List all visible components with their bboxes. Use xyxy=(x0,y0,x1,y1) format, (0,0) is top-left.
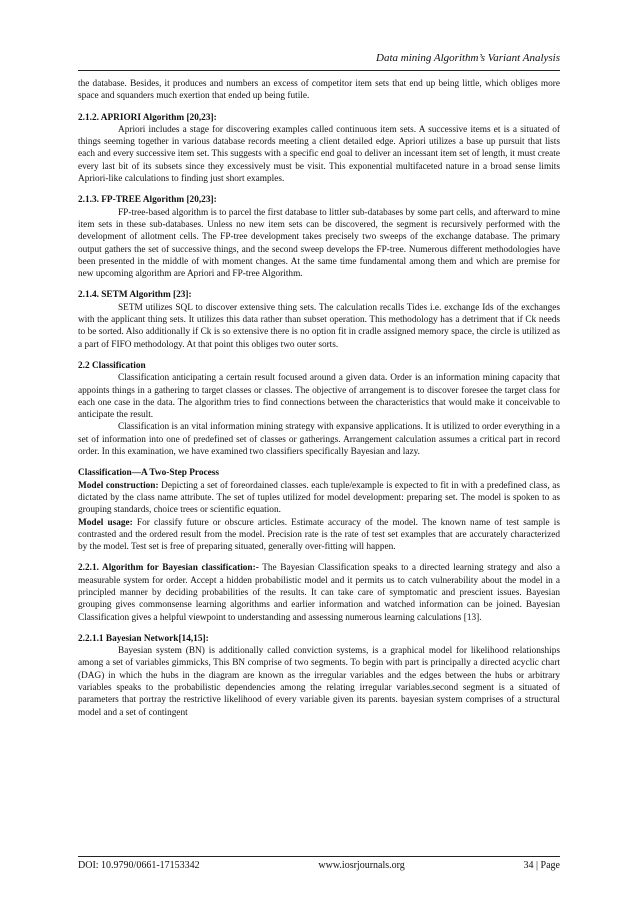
two-step-heading: Classification—A Two-Step Process xyxy=(78,468,220,479)
classification-paragraph-1: Classification anticipating a certain result focused around a given data. Order is an information mining capacity that appoints things in a gathering to target classes or classes. The objective of arrangement is to discover foresee the target class for each one case in the data. The algorithm tries to find connections between the characteristics that would make it conceivable to anticipate the result. xyxy=(78,373,560,421)
running-header-title: Data mining Algorithm’s Variant Analysis xyxy=(376,52,560,64)
apriori-heading: 2.1.2. APRIORI Algorithm [20,23]: xyxy=(78,112,217,123)
footer-rule xyxy=(78,856,560,857)
classification-heading: 2.2 Classification xyxy=(78,360,146,371)
header-rule xyxy=(78,70,560,71)
model-construction-text: Depicting a set of foreordained classes. each tuple/example is expected to fit in with a predefined class, as dictated by the class name attribute. The set of tuples utilized for model development: preparing set. The model is spoken to as grouping standards, choice trees or scientific equation. xyxy=(78,480,560,516)
apriori-paragraph: Apriori includes a stage for discovering examples called continuous item sets. A successive items et is a situated of things seeming together in various database records meeting a client detailed edge. Apriori utilizes a base up pursuit that lists each and every successive item set. This suggests with a specific end goal to deliver an incessant item set of length, it must create every last bit of its subsets since they excessively must be visit. This exponential multifaceted nature in a broad sense limits Apriori-like calculations to finding just short examples. xyxy=(78,124,560,185)
model-usage-text: For classify future or obscure articles. Estimate accuracy of the model. The known name of test sample is contrasted and the ordered result from the model. Precision rate is the rate of test set examples that are accurately characterized by the model. Test set is free of preparing situated, generally over-fitting will happen. xyxy=(78,517,560,553)
fptree-heading: 2.1.3. FP-TREE Algorithm [20,23]: xyxy=(78,195,217,206)
footer-journal-site: www.iosrjournals.org xyxy=(318,860,405,871)
bayesian-network-heading: 2.2.1.1 Bayesian Network[14,15]: xyxy=(78,633,209,644)
bayesian-classification-paragraph xyxy=(78,562,560,623)
page-footer xyxy=(78,860,560,871)
intro-paragraph: the database. Besides, it produces and numbers an excess of competitor item sets that end up being little, which obliges more space and squanders much exertion that ended up being futile. xyxy=(78,79,560,102)
page-body xyxy=(78,78,560,719)
footer-page-number: 34 | Page xyxy=(523,860,560,871)
bayesian-classification-label: 2.2.1. Algorithm for Bayesian classification:- xyxy=(78,563,259,574)
model-construction-paragraph xyxy=(78,480,560,517)
bayesian-network-paragraph: Bayesian system (BN) is additionally called conviction systems, is a graphical model for likelihood relationships among a set of variables gimmicks, This BN comprise of two segments. To begin with part is principally a directed acyclic chart (DAG) in which the hubs in the diagram are known as the irregular variables and the edges between the hubs or arbitrary variables speaks to the probabilistic dependencies among the relating irregular variables.second segment is a situated of parameters that portray the restrictive likelihood of every variable given its parents. bayesian system comprises of a structural model and a set of contingent xyxy=(78,646,560,718)
classification-paragraph-2: Classification is an vital information mining strategy with expansive applications. It is utilized to order everything in a set of information into one of predefined set of classes or gatherings. Arrangement calculation assumes a critical part in record order. In this examination, we have examined two classifiers specifically Bayesian and lazy. xyxy=(78,422,560,458)
footer-doi: DOI: 10.9790/0661-17153342 xyxy=(78,860,200,871)
fptree-paragraph: FP-tree-based algorithm is to parcel the first database to littler sub-databases by some part cells, and afterward to mine item sets in these sub-databases. Unless no new item sets can be discovered, the segment is recursively performed with the development of allotment cells. The FP-tree development takes precisely two sweeps of the exchange database. The primary output gathers the set of successive things, and the second sweep develops the FP-tree. Numerous different methodologies have been presented in the middle of with moment changes. At the same time fundamental among them and which are premise for new upcoming algorithm are Apriori and FP-tree Algorithm. xyxy=(78,207,560,280)
model-construction-label: Model construction: xyxy=(78,480,159,491)
model-usage-paragraph xyxy=(78,517,560,554)
setm-paragraph: SETM utilizes SQL to discover extensive thing sets. The calculation recalls Tides i.e. exchange Ids of the exchanges with the applicant thing sets. It utilizes this data rather than subset operation. This methodology has a detriment that if Ck needs to be sorted. Also additionally if Ck is so extensive there is no option fit in cradle assigned memory space, the circle is utilized as a part of FIFO methodology. At that point this obliges two outer sorts. xyxy=(78,302,560,350)
setm-heading: 2.1.4. SETM Algorithm [23]: xyxy=(78,290,192,301)
bayesian-classification-text: The Bayesian Classification speaks to a directed learning strategy and also a measurable system for order. Accept a hidden probabilistic model and it permits us to catch vulnerability about the model in a principled manner by deciding probabilities of the results. It can take care of symptomatic and prescient issues. Bayesian grouping gives commonsense learning algorithms and earlier information and watched information can be joined. Bayesian Classification gives a helpful viewpoint to understanding and assessing numerous learning calculations [13]. xyxy=(78,563,560,623)
model-usage-label: Model usage: xyxy=(78,517,133,528)
